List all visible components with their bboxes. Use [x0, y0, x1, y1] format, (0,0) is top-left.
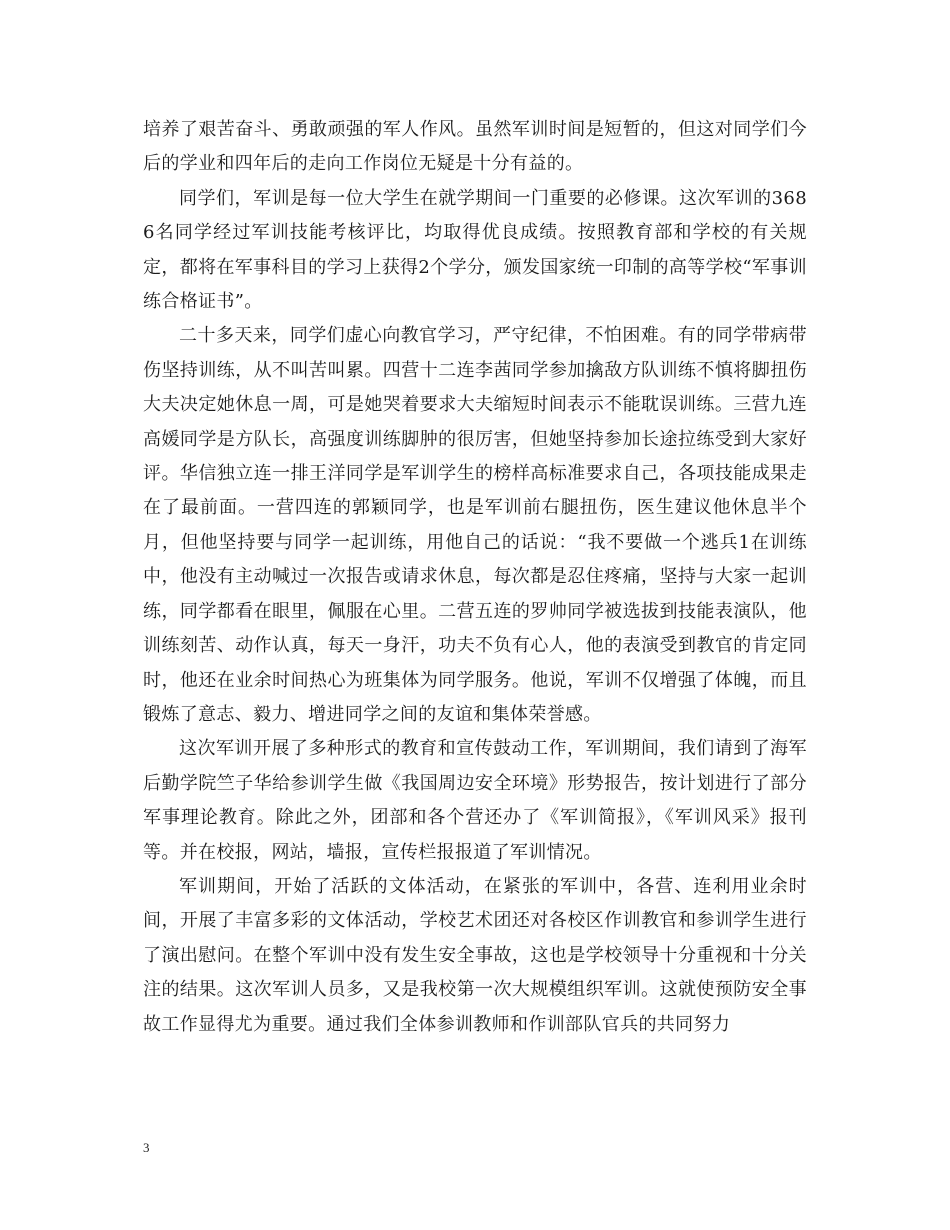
- page-number: 3: [143, 1140, 150, 1155]
- paragraph-1: 培养了艰苦奋斗、勇敢顽强的军人作风。虽然军训时间是短暂的，但这对同学们今后的学业和四年后的走向工作岗位无疑是十分有益的。: [143, 119, 807, 175]
- document-body: [143, 113, 807, 1042]
- paragraph-2: 同学们，军训是每一位大学生在就学期间一门重要的必修课。这次军训的3686名同学经过军训技能考核评比，均取得优良成绩。按照教育部和学校的有关规定，都将在军事科目的学习上获得2个学分，颁发国家统一印制的高等学校“军事训练合格证书”。: [143, 187, 807, 313]
- paragraph-3: 二十多天来，同学们虚心向教官学习，严守纪律，不怕困难。有的同学带病带伤坚持训练，从不叫苦叫累。四营十二连李茜同学参加擒敌方队训练不慎将脚扭伤大夫决定她休息一周，可是她哭着要求大夫缩短时间表示不能耽误训练。三营九连高媛同学是方队长，高强度训练脚肿的很厉害，但她坚持参加长途拉练受到大家好评。华信独立连一排王洋同学是军训学生的榜样高标准要求自己，各项技能成果走在了最前面。一营四连的郭颖同学，也是军训前右腿扭伤，医生建议他休息半个月，但他坚持要与同学一起训练，用他自己的话说：“我不要做一个逃兵1在训练中，他没有主动喊过一次报告或请求休息，每次都是忍住疼痛，坚持与大家一起训练，同学都看在眼里，佩服在心里。二营五连的罗帅同学被选拔到技能表演队，他训练刻苦、动作认真，每天一身汗，功夫不负有心人，他的表演受到教官的肯定同时，他还在业余时间热心为班集体为同学服务。他说，军训不仅增强了体魄，而且锻炼了意志、毅力、增进同学之间的友谊和集体荣誉感。: [143, 325, 807, 725]
- paragraph-4: 这次军训开展了多种形式的教育和宣传鼓动工作，军训期间，我们请到了海军后勤学院竺子华给参训学生做《我国周边安全环境》形势报告，按计划进行了部分军事理论教育。除此之外，团部和各个营还办了《军训简报》，《军训风采》报刊等。并在校报，网站，墙报，宣传栏报报道了军训情况。: [143, 738, 807, 863]
- paragraph-5: 军训期间，开始了活跃的文体活动，在紧张的军训中，各营、连利用业余时间，开展了丰富多彩的文体活动，学校艺术团还对各校区作训教官和参训学生进行了演出慰问。在整个军训中没有发生安全事故，这也是学校领导十分重视和十分关注的结果。这次军训人员多，又是我校第一次大规模组织军训。这就使预防安全事故工作显得尤为重要。通过我们全体参训教师和作训部队官兵的共同努力: [143, 875, 807, 1035]
